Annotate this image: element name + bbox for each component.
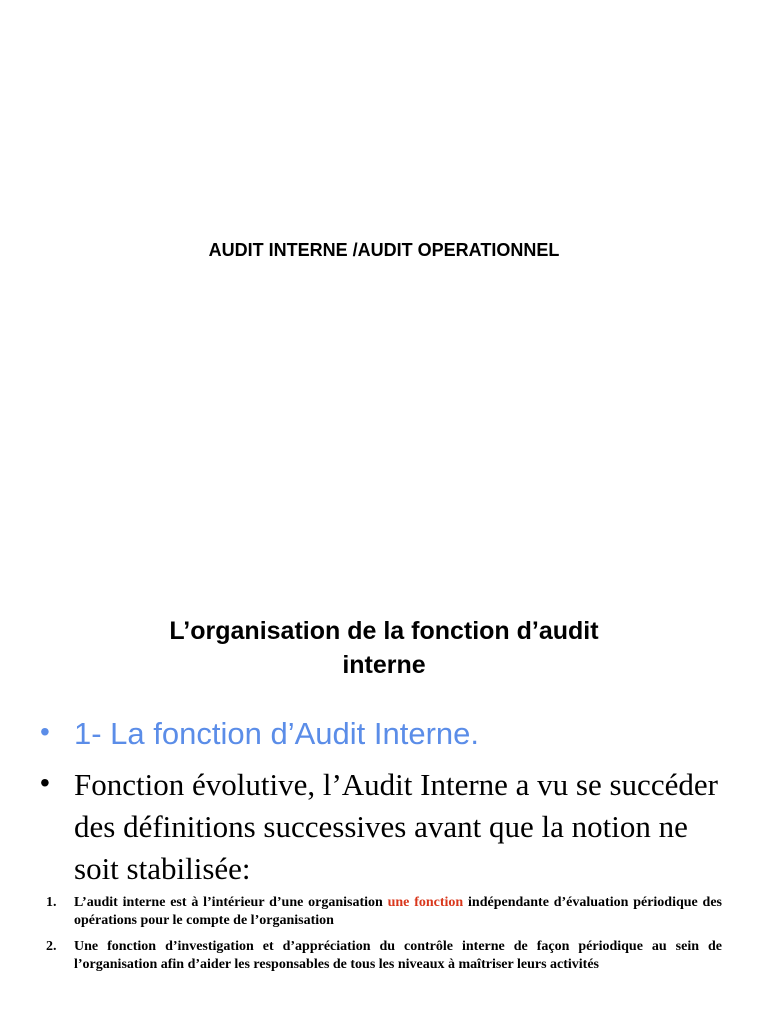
heading-line-2: interne <box>342 651 426 679</box>
definition-item-2 <box>46 938 722 974</box>
definition-highlight: une fonction <box>387 895 464 910</box>
bullet-dot-icon: • <box>40 767 50 798</box>
definition-item-1 <box>46 894 722 930</box>
bullet-dot-icon: • <box>40 716 50 747</box>
definition-text-before: L’audit interne est à l’intérieur d’une organisation <box>74 895 383 910</box>
bullet-text: 1- La fonction d’Audit Interne. <box>74 716 479 751</box>
bullet-list <box>40 714 740 890</box>
definition-number: 2. <box>46 939 57 954</box>
slide-organisation <box>0 578 768 1024</box>
bullet-text: Fonction évolutive, l’Audit Interne a vu se succéder des définitions successives avant que la notion ne soit stabilisée: <box>74 767 718 886</box>
bullet-item-body <box>40 764 740 890</box>
slide-title-heading: AUDIT INTERNE /AUDIT OPERATIONNEL <box>208 240 560 260</box>
bullet-item-heading <box>40 714 740 754</box>
slide-organisation-heading <box>80 614 688 682</box>
definition-list <box>46 894 722 982</box>
definition-number: 1. <box>46 895 57 910</box>
heading-line-1: L’organisation de la fonction d’audit <box>169 617 599 645</box>
definition-text: Une fonction d’investigation et d’appréciation du contrôle interne de façon périodique au sein de l’organisation afin d’aider les responsables de tous les niveaux à maîtriser leurs activités <box>74 939 722 972</box>
definition-text-after: indépendante d’évaluation périodique des opérations pour le compte de l’organisation <box>74 895 723 928</box>
